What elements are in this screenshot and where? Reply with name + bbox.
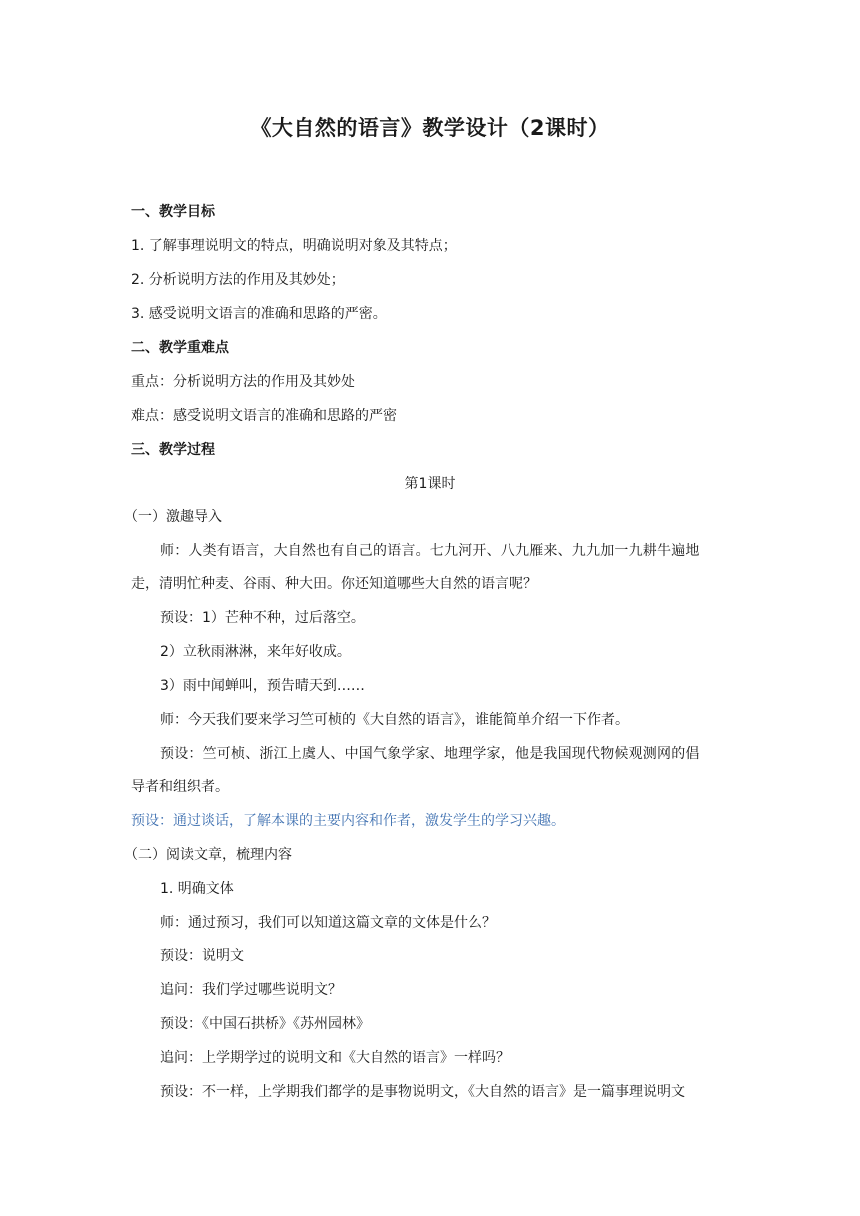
section-heading-key-points: 二、教学重难点 (131, 340, 229, 356)
difficult-point-text: 难点：感受说明文语言的准确和思路的严密 (131, 408, 397, 424)
paragraph-line: 预设：竺可桢、浙江上虞人、中国气象学家、地理学家，他是我国现代物候观测网的倡 (160, 746, 700, 762)
objective-item: 3. 感受说明文语言的准确和思路的严密。 (131, 306, 387, 322)
question-line: 追问：上学期学过的说明文和《大自然的语言》一样吗？ (160, 1050, 510, 1066)
part-heading-reading: （二）阅读文章，梳理内容 (124, 847, 292, 863)
objective-item: 1. 了解事理说明文的特点，明确说明对象及其特点； (131, 238, 457, 254)
part-heading-intro: （一）激趣导入 (124, 509, 222, 525)
question-line: 追问：我们学过哪些说明文？ (160, 982, 342, 998)
lesson-title: 第1课时 (404, 476, 456, 492)
preset-line: 预设：1）芒种不种，过后落空。 (160, 610, 365, 626)
answer-line: 预设：说明文 (160, 948, 244, 964)
section-heading-objectives: 一、教学目标 (131, 204, 215, 220)
section-heading-process: 三、教学过程 (131, 442, 215, 458)
design-note: 预设：通过谈话，了解本课的主要内容和作者，激发学生的学习兴趣。 (131, 813, 565, 829)
preset-line: 3）雨中闻蝉叫，预告晴天到…… (160, 678, 365, 694)
document-title: 《大自然的语言》教学设计（2课时） (250, 116, 610, 140)
paragraph-line: 师：今天我们要来学习竺可桢的《大自然的语言》，谁能简单介绍一下作者。 (160, 712, 629, 728)
answer-line: 预设：《中国石拱桥》《苏州园林》 (160, 1016, 370, 1032)
answer-line: 预设：不一样，上学期我们都学的是事物说明文，《大自然的语言》是一篇事理说明文 (160, 1084, 685, 1100)
paragraph-line: 师：人类有语言，大自然也有自己的语言。七九河开、八九雁来、九九加一九耕牛遍地 (160, 543, 700, 559)
question-line: 师：通过预习，我们可以知道这篇文章的文体是什么？ (160, 915, 496, 931)
preset-line: 2）立秋雨淋淋，来年好收成。 (160, 644, 351, 660)
sub-heading: 1. 明确文体 (160, 881, 234, 897)
paragraph-line: 导者和组织者。 (131, 779, 229, 795)
key-point-text: 重点：分析说明方法的作用及其妙处 (131, 374, 355, 390)
paragraph-line: 走，清明忙种麦、谷雨、种大田。你还知道哪些大自然的语言呢？ (131, 576, 537, 592)
objective-item: 2. 分析说明方法的作用及其妙处； (131, 272, 345, 288)
